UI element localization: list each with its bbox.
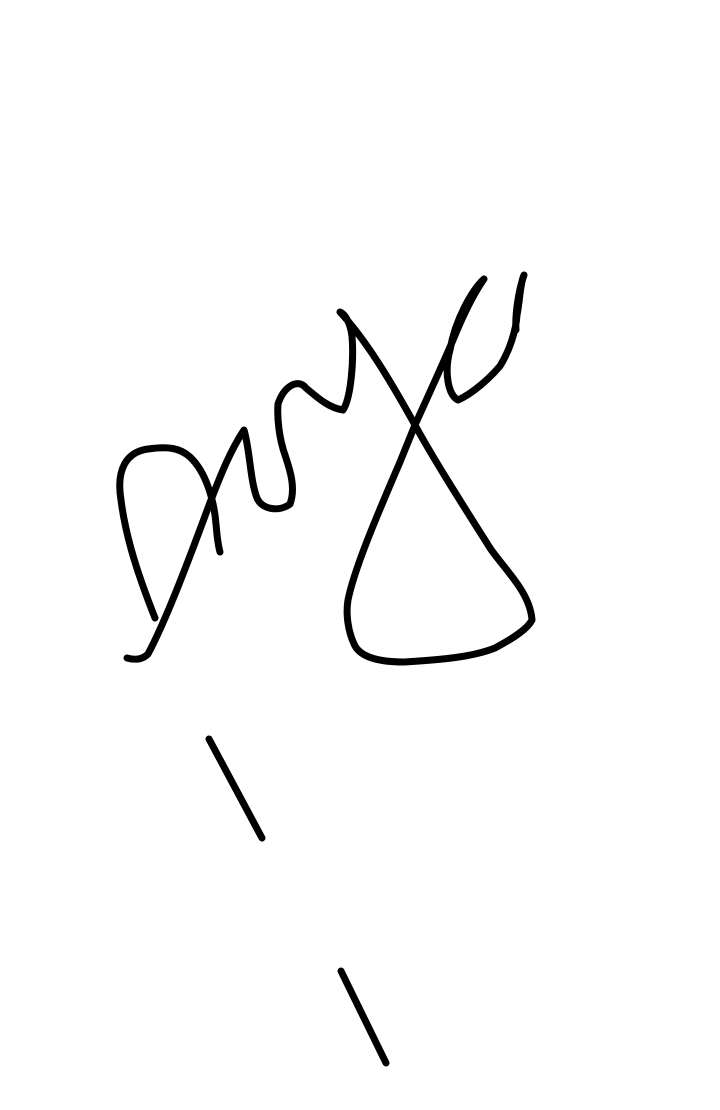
signature-left-loop bbox=[120, 448, 220, 618]
signature-main-stroke bbox=[127, 275, 532, 662]
signature-dash-upper bbox=[209, 739, 262, 838]
signature-dash-lower bbox=[341, 971, 386, 1063]
